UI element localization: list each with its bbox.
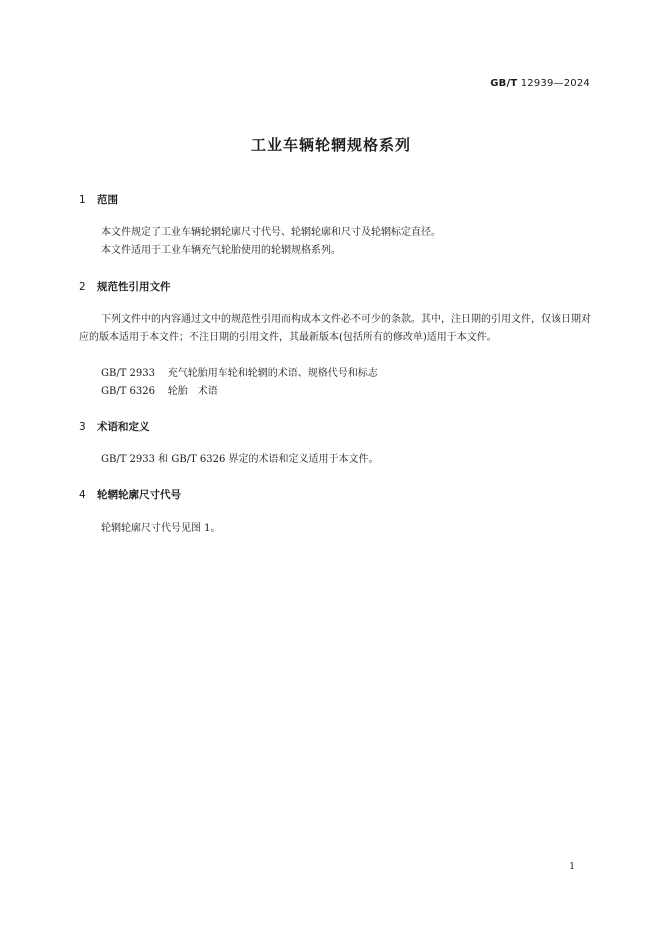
section-3-paragraph-1: GB/T 2933 和 GB/T 6326 界定的术语和定义适用于本文件。 [101,454,379,465]
reference-item [101,383,218,401]
page-number: 1 [569,862,575,872]
section-title: 范围 [97,194,118,206]
reference-title: 轮胎 术语 [167,386,218,397]
reference-code: GB/T 2933 [101,368,156,379]
section-1-paragraph-2: 本文件适用于工业车辆充气轮胎使用的轮辋规格系列。 [101,245,341,256]
section-4-paragraph-1: 轮辋轮廓尺寸代号见图 1。 [101,523,221,534]
reference-title: 充气轮胎用车轮和轮辋的术语、规格代号和标志 [167,368,378,379]
section-title: 术语和定义 [97,421,150,433]
section-1-heading [79,192,118,207]
section-number: 1 [79,194,86,206]
section-1-paragraph-1: 本文件规定了工业车辆轮辋轮廓尺寸代号、轮辋轮廓和尺寸及轮辋标定直径。 [101,227,441,238]
reference-item [101,365,378,383]
section-2-paragraph-1: 下列文件中的内容通过文中的规范性引用而构成本文件必不可少的条款。其中，注日期的引用文件，仅该日期对应的版本适用于本文件；不注日期的引用文件，其最新版本(包括所有的修改单)适用于本文件。 [79,314,591,343]
section-number: 2 [79,281,86,293]
section-4-heading [79,487,181,502]
document-title: 工业车辆轮辋规格系列 [250,136,411,154]
section-number: 4 [79,489,86,501]
section-title: 规范性引用文件 [97,281,171,293]
reference-code: GB/T 6326 [101,386,156,397]
section-3-heading [79,419,150,434]
standard-code [490,78,590,89]
standard-number: 12939—2024 [520,78,590,89]
standard-prefix: GB/T [490,78,518,89]
section-2-heading [79,279,171,294]
section-number: 3 [79,421,86,433]
section-title: 轮辋轮廓尺寸代号 [97,489,181,501]
